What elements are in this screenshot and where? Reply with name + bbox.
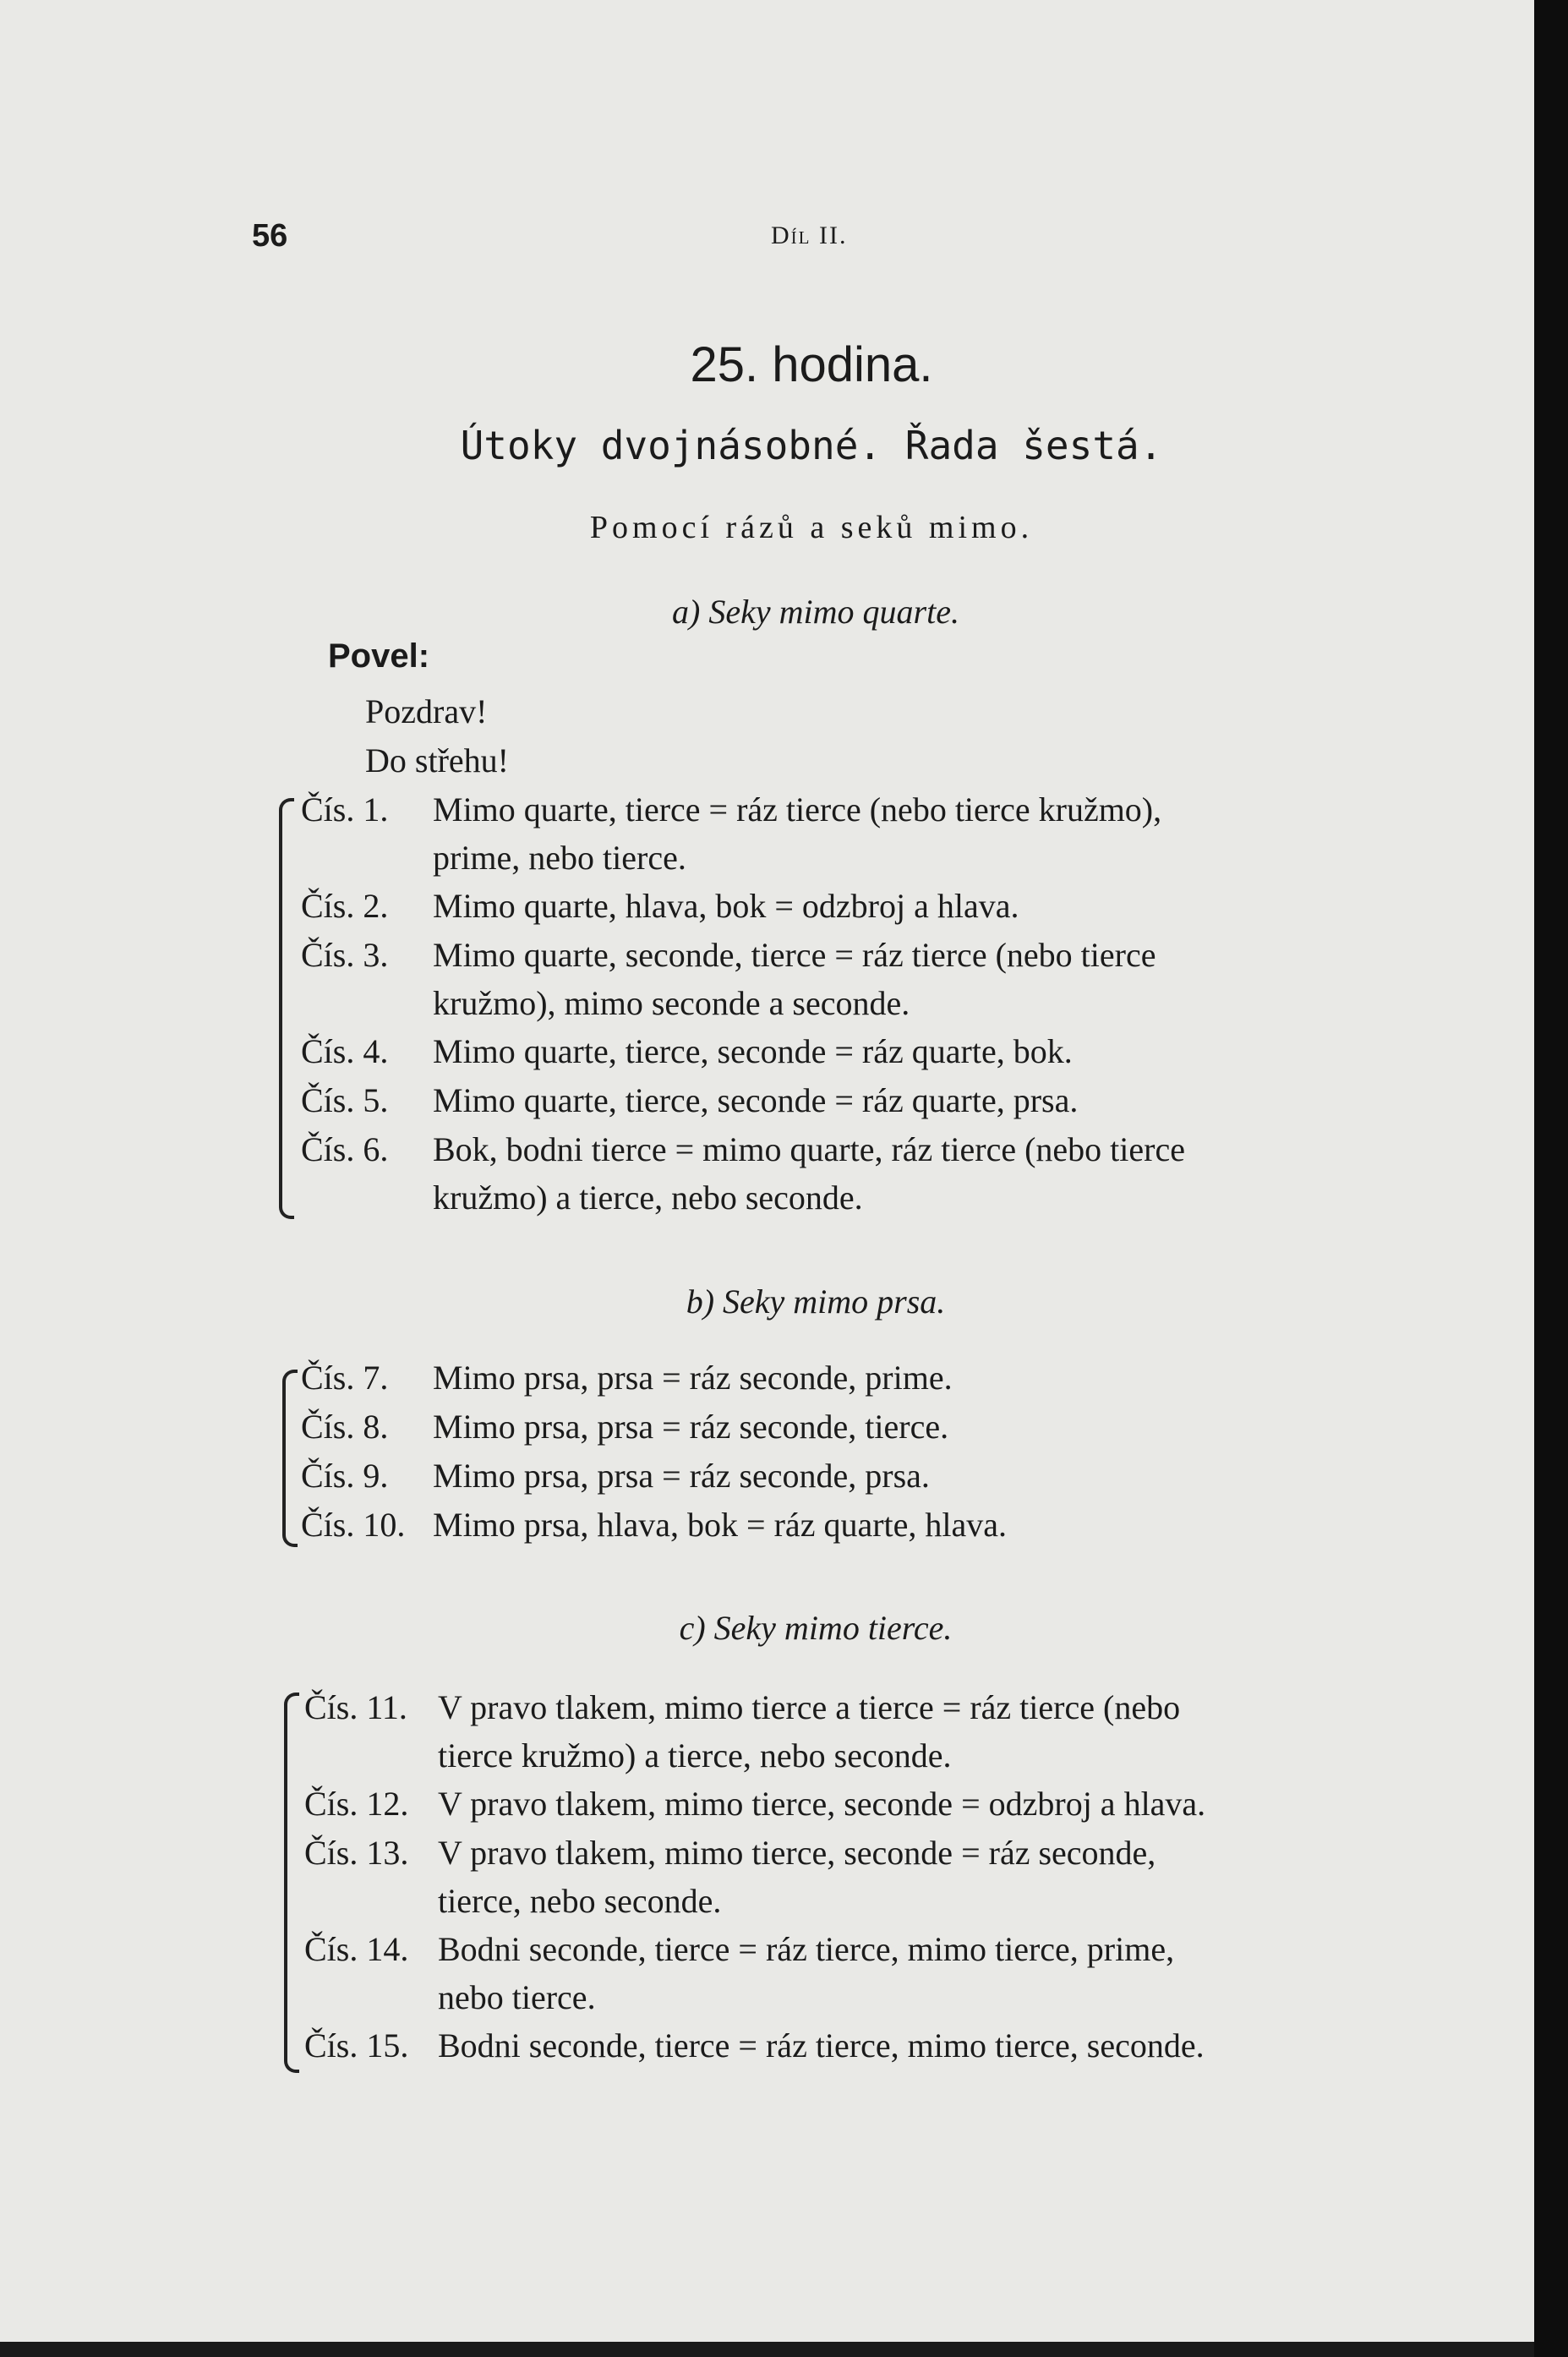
- command-line: Pozdrav!: [365, 692, 488, 730]
- command-label: Povel:: [328, 637, 430, 675]
- list-item: [0, 1687, 1534, 1789]
- list-item: [0, 1833, 1534, 1934]
- lesson-title: 25. hodina.: [690, 337, 933, 392]
- item-text: Bodni seconde, tierce = ráz tierce, mimo tierce, prime,: [438, 1930, 1175, 1968]
- item-number: Čís. 14.: [304, 1930, 409, 1968]
- item-text: Bok, bodni tierce = mimo quarte, ráz tierce (nebo tierce: [433, 1130, 1185, 1168]
- item-text: Mimo prsa, hlava, bok = ráz quarte, hlava.: [433, 1506, 1008, 1544]
- item-number: Čís. 10.: [301, 1506, 406, 1544]
- item-number: Čís. 3.: [301, 936, 389, 974]
- item-text: Mimo quarte, hlava, bok = odzbroj a hlava.: [433, 887, 1019, 925]
- item-number: Čís. 11.: [304, 1688, 407, 1726]
- item-text: Bodni seconde, tierce = ráz tierce, mimo tierce, seconde.: [438, 2026, 1205, 2064]
- item-number: Čís. 5.: [301, 1081, 389, 1119]
- page-number: 56: [252, 218, 288, 254]
- list-item: [0, 1129, 1534, 1231]
- running-title: Díl II.: [771, 221, 848, 249]
- list-item: [0, 2026, 1534, 2127]
- item-text: Mimo quarte, tierce = ráz tierce (nebo tierce kružmo),: [433, 790, 1162, 829]
- item-text: Mimo quarte, tierce, seconde = ráz quarte, bok.: [433, 1032, 1073, 1070]
- section-heading-b: b) Seky mimo prsa.: [686, 1282, 946, 1321]
- item-number: Čís. 15.: [304, 2026, 409, 2064]
- item-text: Mimo prsa, prsa = ráz seconde, tierce.: [433, 1408, 949, 1446]
- item-number: Čís. 12.: [304, 1785, 409, 1823]
- section-heading-a: a) Seky mimo quarte.: [672, 593, 959, 631]
- list-item: [0, 1505, 1534, 1606]
- item-number: Čís. 2.: [301, 887, 389, 925]
- command-line: Do střehu!: [365, 741, 509, 779]
- item-number: Čís. 8.: [301, 1408, 389, 1446]
- section-heading-c: c) Seky mimo tierce.: [679, 1609, 953, 1647]
- lesson-subtitle: Pomocí rázů a seků mimo.: [589, 510, 1034, 545]
- item-text: Mimo quarte, seconde, tierce = ráz tierce (nebo tierce: [433, 936, 1156, 974]
- item-text-continued: nebo tierce.: [438, 1978, 596, 2016]
- item-text: V pravo tlakem, mimo tierce, seconde = ráz seconde,: [438, 1834, 1156, 1872]
- item-text: Mimo prsa, prsa = ráz seconde, prime.: [433, 1359, 953, 1397]
- item-text-continued: kružmo) a tierce, nebo seconde.: [433, 1178, 863, 1217]
- item-number: Čís. 13.: [304, 1834, 409, 1872]
- item-text-continued: prime, nebo tierce.: [433, 839, 686, 877]
- item-text: V pravo tlakem, mimo tierce, seconde = odzbroj a hlava.: [438, 1785, 1206, 1823]
- item-text: V pravo tlakem, mimo tierce a tierce = ráz tierce (nebo: [438, 1688, 1181, 1726]
- item-text: Mimo prsa, prsa = ráz seconde, prsa.: [433, 1457, 930, 1495]
- item-number: Čís. 9.: [301, 1457, 389, 1495]
- item-text: Mimo quarte, tierce, seconde = ráz quarte, prsa.: [433, 1081, 1079, 1119]
- list-item: [0, 790, 1534, 891]
- item-number: Čís. 1.: [301, 790, 389, 829]
- item-number: Čís. 7.: [301, 1359, 389, 1397]
- list-item: [0, 935, 1534, 1036]
- scan-edge: [1534, 0, 1568, 2357]
- list-item: [0, 1929, 1534, 2031]
- item-number: Čís. 4.: [301, 1032, 389, 1070]
- item-number: Čís. 6.: [301, 1130, 389, 1168]
- series-title: Útoky dvojnásobné. Řada šestá.: [460, 423, 1163, 468]
- item-text-continued: tierce kružmo) a tierce, nebo seconde.: [438, 1736, 952, 1775]
- item-text-continued: tierce, nebo seconde.: [438, 1882, 722, 1920]
- item-text-continued: kružmo), mimo seconde a seconde.: [433, 984, 910, 1022]
